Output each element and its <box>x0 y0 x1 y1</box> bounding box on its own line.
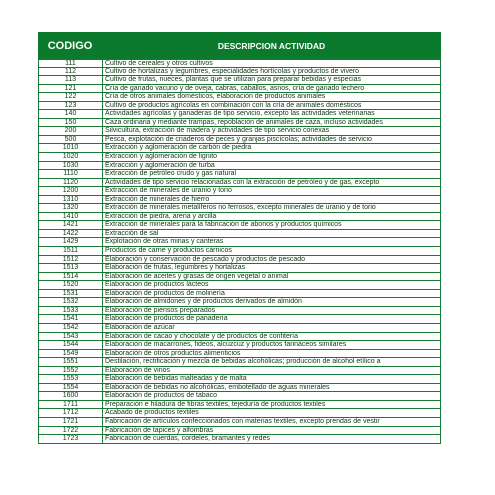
table-row <box>39 85 440 94</box>
activity-description: Fabricación de tapices y alfombras <box>105 426 214 434</box>
activity-description: Elaboración de otros productos alimenticios <box>105 349 241 357</box>
activity-code: 1541 <box>39 315 103 323</box>
activity-code: 1551 <box>39 358 103 366</box>
table-row <box>39 76 440 85</box>
activity-description: Extracción de minerales metalíferos no ferrosos, excepto minerales de uranio y de torio <box>105 204 376 212</box>
activity-code: 1723 <box>39 435 103 443</box>
table-row <box>39 238 440 247</box>
table-row <box>39 187 440 196</box>
activity-description: Cultivo de hortalizas y legumbres, especialidades hortícolas y productos de vivero <box>105 67 360 75</box>
table-row <box>39 435 440 444</box>
table-row <box>39 213 440 222</box>
activity-description: Cultivo de productos agrícolas en combinación con la cría de animales domésticos <box>105 101 362 109</box>
table-row <box>39 281 440 290</box>
activity-code: 123 <box>39 102 103 110</box>
activity-code: 1600 <box>39 392 103 400</box>
table-row <box>39 367 440 376</box>
activity-code: 1410 <box>39 213 103 221</box>
activity-code: 200 <box>39 127 103 135</box>
activity-description: Elaboración de cacao y chocolate y de productos de confitería <box>105 332 299 340</box>
activity-description: Extracción y aglomeración de turba <box>105 161 215 169</box>
activity-code: 1531 <box>39 290 103 298</box>
table-row <box>39 102 440 111</box>
table-row <box>39 153 440 162</box>
activity-description: Extracción de minerales de uranio y torio <box>105 187 232 195</box>
table-row <box>39 401 440 410</box>
table-row <box>39 221 440 230</box>
table-row <box>39 350 440 359</box>
activity-code: 1721 <box>39 418 103 426</box>
activity-description: Fabricación de cuerdas, cordeles, bramantes y redes <box>105 435 270 443</box>
activity-code: 1553 <box>39 375 103 383</box>
table-row <box>39 179 440 188</box>
activity-description: Elaboración de productos de molinería <box>105 289 225 297</box>
activity-description: Extracción de petróleo crudo y gas natural <box>105 170 237 178</box>
activity-code: 1552 <box>39 367 103 375</box>
activity-code: 111 <box>39 60 103 67</box>
activity-description: Elaboración de productos de panadería <box>105 315 228 323</box>
activity-description: Elaboración de almidones y de productos derivados de almidón <box>105 298 302 306</box>
activity-code: 1532 <box>39 298 103 306</box>
activity-description: Cría de ganado vacuno y de oveja, cabras, caballos, asnos, cría de ganado lechero <box>105 84 365 92</box>
table-row <box>39 127 440 136</box>
activity-description: Elaboración de aceites y grasas de origen vegetal o animal <box>105 272 289 280</box>
activity-description: Elaboración de bebidas malteadas y de malta <box>105 375 247 383</box>
table-row <box>39 136 440 145</box>
activity-description: Destilación, rectificación y mezcla de bebidas alcohólicas; producción de alcohol etílico a <box>105 358 381 366</box>
activity-code: 1110 <box>39 170 103 178</box>
activity-code: 1020 <box>39 153 103 161</box>
activity-code: 1514 <box>39 273 103 281</box>
activity-code: 150 <box>39 119 103 127</box>
table-row <box>39 110 440 119</box>
table-row <box>39 384 440 393</box>
table-row <box>39 119 440 128</box>
table-row <box>39 341 440 350</box>
activity-description: Elaboración y conservación de pescado y productos de pescado <box>105 255 306 263</box>
activity-code: 1544 <box>39 341 103 349</box>
activity-code: 1120 <box>39 179 103 187</box>
activity-description: Fabricación de artículos confeccionados con materias textiles, excepto prendas de vestir <box>105 417 380 425</box>
activity-code: 1030 <box>39 162 103 170</box>
activity-code: 1712 <box>39 409 103 417</box>
activity-code: 122 <box>39 93 103 101</box>
activity-code: 112 <box>39 68 103 76</box>
activity-description: Extracción de minerales de hierro <box>105 195 210 203</box>
activity-description: Productos de carne y productos cárnicos <box>105 247 232 255</box>
activity-code: 1320 <box>39 204 103 212</box>
code-column-header: CODIGO <box>47 39 93 52</box>
activity-description: Elaboración de macarrones, fideos, alcuzcuz y productos farináceos similares <box>105 341 347 349</box>
table-row <box>39 409 440 418</box>
table-row <box>39 68 440 77</box>
activity-description: Extracción y aglomeración de carbón de piedra <box>105 144 252 152</box>
activity-code: 1542 <box>39 324 103 332</box>
activity-description: Elaboración de bebidas no alcohólicas, embotellado de aguas minerales <box>105 383 330 391</box>
activity-code: 1549 <box>39 350 103 358</box>
activity-code: 1554 <box>39 384 103 392</box>
table-row <box>39 247 440 256</box>
activity-code: 1422 <box>39 230 103 238</box>
activity-code: 1533 <box>39 307 103 315</box>
activity-code: 1513 <box>39 264 103 272</box>
activity-description: Extracción de sal <box>105 229 159 237</box>
activity-description: Caza ordinaria y mediante trampas, repoblación de animales de caza, incluso actividades <box>105 118 383 126</box>
activity-code: 1520 <box>39 281 103 289</box>
activity-description: Cultivo de cereales y otros cultivos <box>105 60 213 67</box>
table-row <box>39 375 440 384</box>
activity-code: 121 <box>39 85 103 93</box>
activity-description: Elaboración de productos de tabaco <box>105 392 218 400</box>
table-row <box>39 427 440 436</box>
activity-description: Cría de otros animales domésticos, elaboración de productos animales <box>105 93 326 101</box>
table-row <box>39 418 440 427</box>
table-row <box>39 230 440 239</box>
activity-description: Acabado de productos textiles <box>105 409 199 417</box>
activity-description: Elaboración de azúcar <box>105 323 175 331</box>
activity-code: 1543 <box>39 333 103 341</box>
activity-description: Extracción de minerales para la fabricación de abonos y productos químicos <box>105 221 342 229</box>
activity-description: Actividades de tipo servicio relacionadas con la extracción de petróleo y de gas, excepto <box>105 178 380 186</box>
activity-description: Extracción de piedra, arena y arcilla <box>105 212 217 220</box>
table-row <box>39 204 440 213</box>
activity-code: 1511 <box>39 247 103 255</box>
table-row <box>39 333 440 342</box>
table-row <box>39 196 440 205</box>
activity-code: 1429 <box>39 238 103 246</box>
activity-code: 113 <box>39 76 103 84</box>
table-body <box>38 59 441 444</box>
activity-code: 1421 <box>39 221 103 229</box>
table-row <box>39 290 440 299</box>
activity-description: Pesca, explotación de criaderos de peces y granjas piscícolas; actividades de servicio <box>105 135 372 143</box>
activity-code: 1512 <box>39 256 103 264</box>
table-header <box>38 32 441 59</box>
table-row <box>39 324 440 333</box>
table-row <box>39 264 440 273</box>
table-row <box>39 93 440 102</box>
description-column-header: DESCRIPCION ACTIVIDAD <box>217 40 326 51</box>
activity-code: 1010 <box>39 144 103 152</box>
table-row <box>39 315 440 324</box>
table-row <box>39 298 440 307</box>
activity-description: Extracción y aglomeración de lignito <box>105 153 218 161</box>
table-row <box>39 256 440 265</box>
table-row <box>39 170 440 179</box>
activity-code: 140 <box>39 110 103 118</box>
activity-code: 1711 <box>39 401 103 409</box>
activity-code: 1200 <box>39 187 103 195</box>
table-row <box>39 59 440 68</box>
activity-code: 500 <box>39 136 103 144</box>
activity-description: Elaboración de piensos preparados <box>105 306 216 314</box>
table-row <box>39 273 440 282</box>
activity-description: Elaboración de vinos <box>105 366 170 374</box>
table-row <box>39 358 440 367</box>
activity-description: Silvicultura, extracción de madera y actividades de tipo servicio conexas <box>105 127 330 135</box>
table-row <box>39 307 440 316</box>
activity-description: Elaboración de frutas, legumbres y hortalizas <box>105 264 246 272</box>
activity-code: 1310 <box>39 196 103 204</box>
activity-description: Explotación de otras minas y canteras <box>105 238 224 246</box>
table-row <box>39 392 440 401</box>
activity-code: 1722 <box>39 427 103 435</box>
table-row <box>39 144 440 153</box>
activity-code-table <box>38 32 441 444</box>
activity-description: Cultivo de frutas, nueces, plantas que se utilizan para preparar bebidas y especias <box>105 76 362 84</box>
activity-description: Preparación e hiladura de fibras textiles, tejeduría de productos textiles <box>105 400 326 408</box>
activity-description: Actividades agrícolas y ganaderas de tipo servicio, excepto las actividades veterinarias <box>105 110 375 118</box>
activity-description: Elaboración de productos lácteos <box>105 281 209 289</box>
table-row <box>39 162 440 171</box>
